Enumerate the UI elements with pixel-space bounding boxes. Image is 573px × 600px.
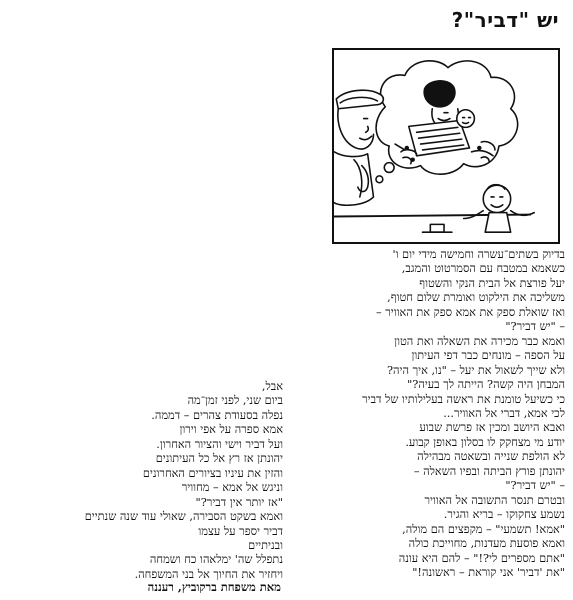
poem-line: המבחן היה קשה? הייתה לך בעיה?" (407, 378, 565, 392)
poem-line: ולא שייך לשאול את יעל – "נו, איך היה? (386, 363, 565, 377)
poem-line: – "יש דביר?" (505, 320, 565, 334)
poem-line: ויחזיר את החיוך אל בני המשפחה. (134, 567, 283, 581)
poem-line: ואמא כבר מכירה את השאלה ואת הטון (394, 334, 565, 348)
article-title: יש "דביר"? (451, 8, 559, 32)
poem-line: לכי אמא, דברי אל האוויר... (443, 406, 565, 420)
poem-line: "את 'דביר' אני קוראת – ראשונה!" (412, 565, 565, 579)
poem-right-column (307, 248, 565, 580)
poem-line: ביום שני, לפני זמן־מה (187, 394, 283, 408)
poem-line: "אתם מספרים לי?!" – להם היא עונה (398, 551, 565, 565)
poem-line: אבל, (261, 380, 283, 393)
poem-line: "אז יותר אין דביר?" (195, 495, 283, 509)
poem-line: כשאמא במטבח עם הסמרטוט והמגב, (401, 262, 565, 276)
poem-line: דביר יספר על עצמו (198, 524, 283, 538)
poem-left-column (11, 380, 283, 582)
author-signature: מאת משפחת ברקוביץ, רעננה (147, 580, 281, 594)
poem-line: והזין את עיניו בציורים האחרונים (142, 466, 283, 480)
poem-line: יהונתן פורץ הביתה ובפיו השאלה – (413, 464, 565, 478)
poem-line: כי כשיעל טומנת את ראשה בעלילותיו של דביר (362, 392, 565, 406)
poem-line: ועל דביר וישי והציור האחרון. (156, 437, 283, 451)
poem-line: ובניתיים (248, 538, 283, 552)
poem-line: ואבא היושב ומכין אז פרשת שבוע (419, 421, 565, 435)
poem-line: יהונתן אז רץ אל כל העיתונים (155, 452, 283, 466)
poem-line: על הספה – מונחים כבר דפי העיתון (411, 349, 565, 363)
poem-line: בדיוק בשתים־עשרה וחמישה מידי יום ו' (392, 248, 565, 261)
poem-line: ובטרם תנסר התשובה אל האוויר (424, 493, 565, 507)
poem-line: ואמא בשקט הסבירה, שאולי עוד שנה שנתיים (84, 510, 283, 524)
poem-line: ואז שואלת ספק את אמא ספק את האוויר – (376, 305, 565, 319)
poem-line: "אמא! תשמעי" – מקפצים הם מולה, (402, 522, 565, 536)
poem-line: נפלה בסעודת צהרים – דממה. (151, 408, 283, 422)
poem-line: ואמא פוסעת מעדנות, מחוייכת כולה (408, 537, 565, 551)
poem-line: משליכה את הילקוט ואומרת שלום חטוף, (387, 291, 565, 305)
poem-line: – "יש דביר?" (505, 479, 565, 493)
poem-line: לא הולפת שנייה ובשאטה מבהילה (417, 450, 565, 464)
poem-line: יודע מי מצחקק לו בסלון באופן קבוע. (405, 435, 565, 449)
poem-line: נתפלל שה' ימלאהו כח ושמחה (149, 553, 283, 567)
poem-line: וניגש אל אמא – מחוויר (181, 481, 283, 495)
poem-line: אמא ספרה על אפי וירון (179, 423, 283, 437)
poem-line: יעל פורצת אל הבית הנקי והשטוף (419, 276, 565, 290)
cartoon-illustration (332, 48, 560, 244)
poem-line: נשמע צחקוקו – בריא והגיר. (443, 508, 565, 522)
